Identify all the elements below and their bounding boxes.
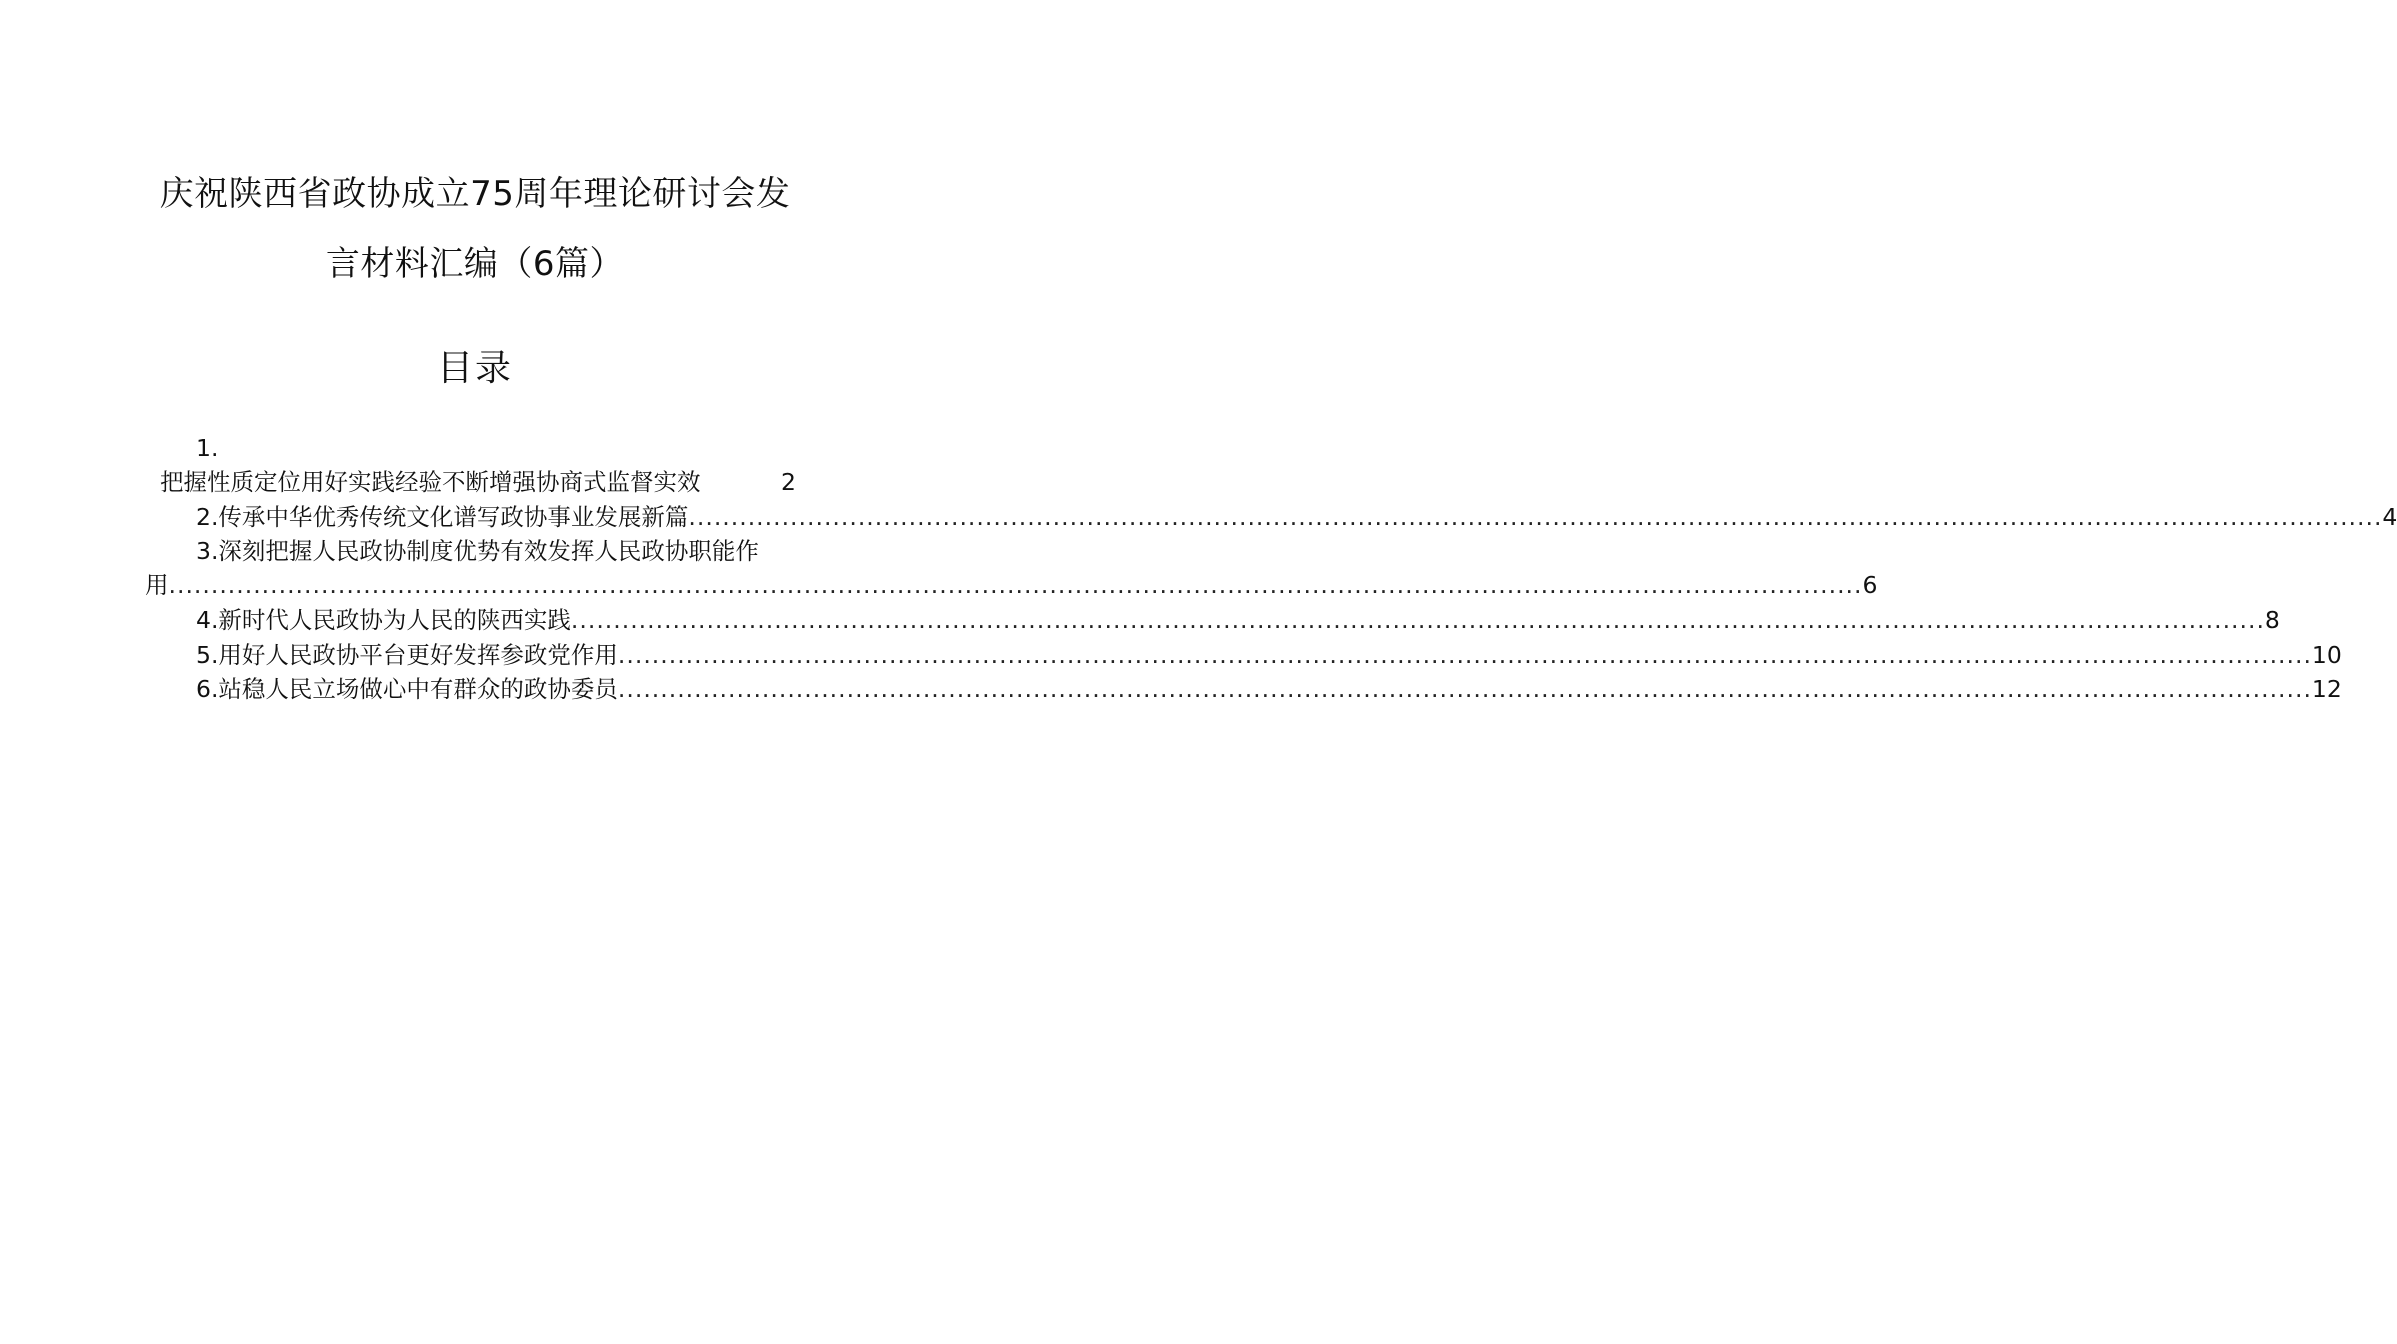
toc-heading: 目录 <box>436 348 513 389</box>
toc-entry-page: 12 <box>2311 675 2342 703</box>
toc-entry-page: 4 <box>2382 503 2397 531</box>
toc-entry-page: 10 <box>2311 641 2342 669</box>
toc-leader-dots: ........................................................................................................................................................................................................ <box>688 503 2383 531</box>
toc-entry-6[interactable] <box>196 673 2342 705</box>
toc-entry-number: 5. <box>196 641 219 669</box>
toc-entry-number: 6. <box>196 675 219 703</box>
toc-entry-page: 2 <box>781 468 796 496</box>
toc-entry-title: 站稳人民立场做心中有群众的政协委员 <box>218 675 618 703</box>
toc-entry-5[interactable] <box>196 639 2342 671</box>
document-title-line-2: 言材料汇编（6篇） <box>325 244 625 284</box>
toc-entry-page: 6 <box>1862 571 1878 599</box>
toc-leader-dots: ........................................................................................................................................................................................................ <box>617 641 2312 669</box>
toc-entry-1[interactable] <box>160 466 796 498</box>
toc-entry-number: 2. <box>196 503 219 531</box>
document-title-line-1: 庆祝陕西省政协成立75周年理论研讨会发 <box>159 174 791 214</box>
toc-entry-number: 4. <box>196 606 219 634</box>
toc-entry-2[interactable] <box>196 501 2397 533</box>
toc-entry-3-line-2[interactable] <box>145 569 1878 601</box>
toc-entry-page: 8 <box>2264 606 2280 634</box>
toc-entry-title: 新时代人民政协为人民的陕西实践 <box>218 606 571 634</box>
toc-entry-4[interactable] <box>196 604 2280 636</box>
toc-leader-dots: ........................................................................................................................................................................................................ <box>617 675 2312 703</box>
toc-entry-title: 把握性质定位用好实践经验不断增强协商式监督实效 <box>160 468 701 496</box>
toc-entry-number: 1. <box>196 434 219 462</box>
toc-entry-3-line-1[interactable] <box>196 535 810 567</box>
toc-leader-dots: ........................................................................................................................................................................................................ <box>168 571 1863 599</box>
toc-entry-title-continued: 用 <box>145 571 169 599</box>
toc-entry-title: 用好人民政协平台更好发挥参政党作用 <box>218 641 618 669</box>
toc-entry-number: 3. <box>196 537 219 565</box>
toc-entry-title: 传承中华优秀传统文化谱写政协事业发展新篇 <box>218 503 689 531</box>
toc-entry-title: 深刻把握人民政协制度优势有效发挥人民政协职能作 <box>218 537 759 565</box>
toc-leader-dots: ........................................................................................................................................................................................................ <box>570 606 2265 634</box>
toc-entry-1-number <box>196 432 218 464</box>
